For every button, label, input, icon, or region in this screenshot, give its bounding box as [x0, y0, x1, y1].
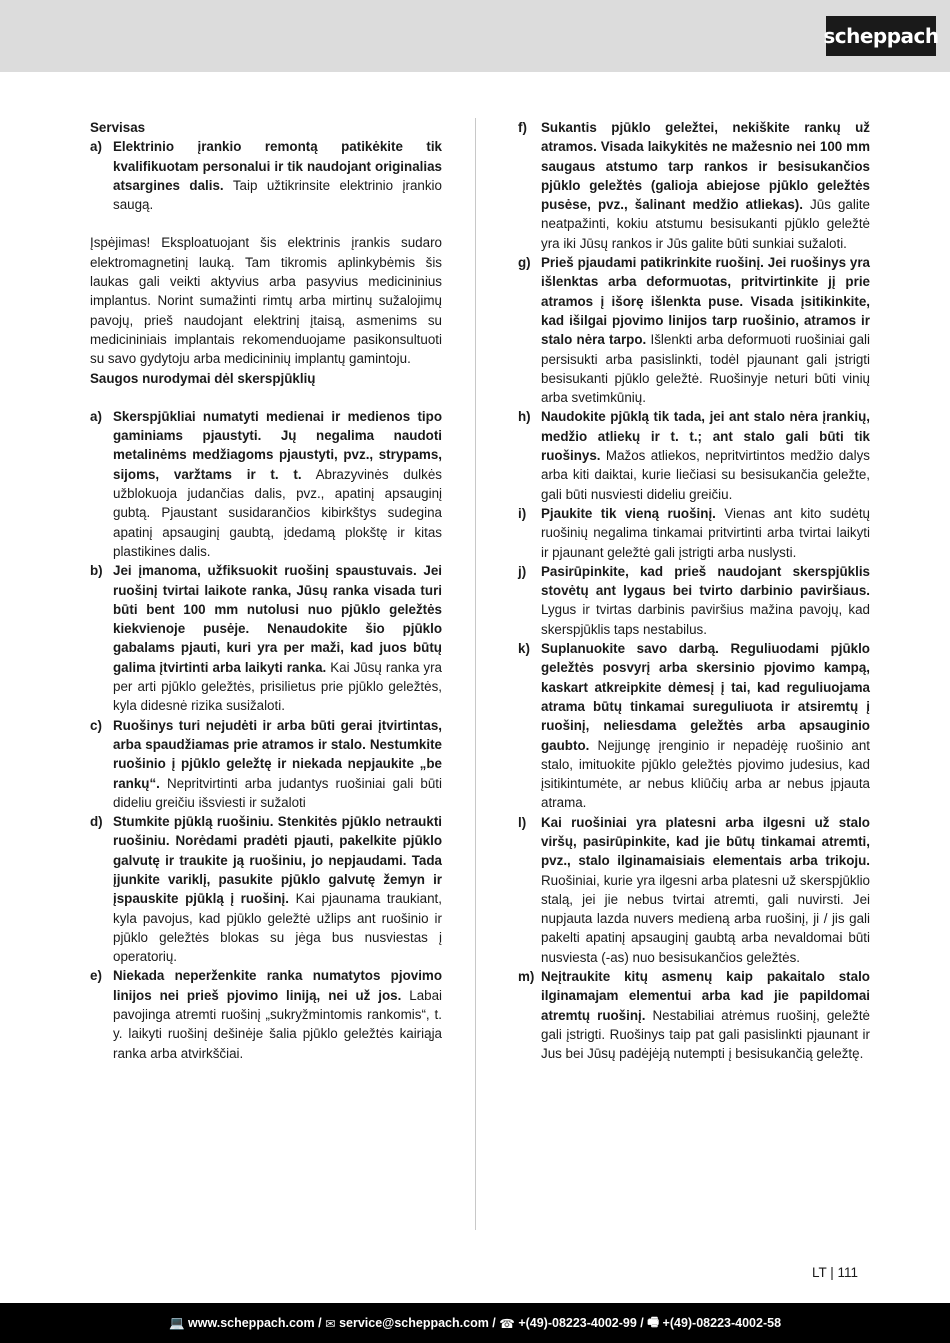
item-text [541, 504, 870, 562]
item-label: d) [90, 814, 103, 830]
footer-web-link[interactable]: www.scheppach.com [188, 1316, 315, 1330]
item-label: h) [518, 409, 531, 425]
page-number: LT | 111 [811, 1265, 858, 1280]
list-item [518, 504, 870, 562]
item-label: m) [518, 969, 535, 985]
item-label: j) [518, 563, 527, 579]
warning-paragraph: Įspėjimas! Eksploatuojant šis elektrinis įrankis sudaro elektromagnetinį lauką. Tam tikromis aplinkybėmis šis laukas gali veikti aktyvius arba pasyvius medicininius implantus. Norint sumažinti rimtų arba mirtinų sužalojimų pavojų, prieš naudojant elektrinį įtaisą, asmenims su medicininiais implantais rekomenduojame pasikonsultuoti su savo gydytoju arba medicininių implantų gamintoju. [90, 235, 442, 367]
item-text [541, 813, 870, 967]
scheppach-logo: scheppach [826, 16, 936, 56]
item-body: Ruošiniai, kurie yra ilgesni arba platesni už skerspjūklio stalą, jei jie nebus tvirtai atremti, gali nuvirsti. Jei nupjauta lazda nuvers medieną arba ruošinį, ji / jis gali pakelti apatinį apsauginį gaubtą arba nevaldomai būti nusviesta (-as) nuo besisukančios geležtės. [541, 872, 870, 965]
item-body: Jūs galite neatpažinti, kokiu atstumu besisukanti pjūklo geležtė yra iki Jūsų rankos ir Jūs galite būti sunkiai sužaloti. [541, 197, 870, 251]
item-text [541, 562, 870, 639]
footer-separator: / [636, 1316, 648, 1330]
list-item [518, 118, 870, 253]
list-item [90, 561, 442, 715]
item-bold: Suplanuokite savo darbą. Reguliuodami pjūklo geležtės posvyrį arba skersinio pjovimo kampą, kaskart atkreipkite dėmesį į tai, kad reguliuojama atrama būtų tinkamai sureguliuota ir atsiremtų į ruošinį, neliesdama geležtės arba apsauginio gaubto. [541, 641, 870, 753]
safety-heading: Saugos nurodymai dėl skerspjūklių [90, 370, 316, 386]
item-bold: Sukantis pjūklo geležtei, nekiškite rankų už atramos. Visada laikykitės ne mažesnio nei 100 mm saugaus atstumo tarp rankos ir besisukančios pjūklo geležtės (galioja abiejose pjūklo geležtės pusėse, pvz., šalinant medžio atliekas). [541, 120, 870, 213]
item-body: Abrazyvinės dulkės užblokuoja judančias dalis, pvz., apatinį apsauginį gubtą. Pjaustant susidarančios kibirkštys sudegina apatinį apsauginį gaubtą, įdedamą plokštę ir kitas plastikines dalis. [113, 466, 442, 559]
item-bold: Elektrinio įrankio remontą patikėkite tik kvalifikuotam personalui ir tik naudojant originalias atsargines dalis. [113, 139, 442, 193]
list-item [518, 813, 870, 967]
item-text [113, 966, 442, 1062]
item-text [113, 137, 442, 214]
item-body: Išlenkti arba deformuoti ruošiniai gali persisukti arba pasislinkti, todėl pjaunant gali įstrigti besisukanti pjūklo geležtė. Ruošinyje neturi būti vinių arba svetimkūnių. [541, 332, 870, 406]
item-body: Mažos atliekos, nepritvirtintos medžio dalys arba kiti daiktai, kurie liečiasi su besisukančia geležte, gali būti nusviesti dideliu greičiu. [541, 448, 870, 502]
mail-icon: ✉ [325, 1316, 336, 1331]
item-bold: Niekada neperženkite ranka numatytos pjovimo linijos nei prieš pjovimo liniją, nei už jos. [113, 968, 442, 1003]
item-body: Vienas ant kito sudėtų ruošinių negalima tinkamai pritvirtinti arba tvirtai laikyti ir pjaunant geležtė gali įstrigti arba nuslysti. [541, 505, 870, 560]
list-item [90, 716, 442, 812]
list-item [518, 253, 870, 407]
footer-fax: +(49)-08223-4002-58 [662, 1316, 782, 1330]
footer-separator: / [314, 1316, 326, 1330]
item-label: l) [518, 814, 527, 830]
item-text [541, 407, 870, 503]
list-item [518, 407, 870, 503]
servisas-item [90, 137, 442, 214]
item-label: g) [518, 255, 531, 271]
item-bold: Naudokite pjūklą tik tada, jei ant stalo nėra įrankių, medžio atliekų ir t. t.; ant stalo gali būti tik ruošinys. [541, 409, 870, 464]
item-text [113, 561, 442, 715]
list-item [90, 407, 442, 561]
list-item [90, 812, 442, 966]
column-divider [475, 118, 476, 1230]
item-body: Lygus ir tvirtas darbinis paviršius mažina pavojų, kad skerspjūklis taps nestabilus. [541, 602, 870, 637]
list-item [518, 639, 870, 813]
phone-icon: ☎ [499, 1316, 515, 1331]
item-text [113, 716, 442, 812]
item-text [113, 407, 442, 561]
footer-separator: / [488, 1316, 500, 1330]
item-bold: Skerspjūkliai numatyti medienai ir medienos tipo gaminiams pjaustyti. Jų negalima naudoti metalinėms medžiagoms pjaustyti, pvz., strypams, sijoms, varžtams ir t. t. [113, 408, 442, 482]
item-label: c) [90, 717, 102, 733]
list-item [518, 562, 870, 639]
item-bold: Pjaukite tik vieną ruošinį. [541, 505, 716, 521]
servisas-heading: Servisas [90, 120, 146, 135]
item-bold: Prieš pjaudami patikrinkite ruošinį. Jei ruošinys yra išlenktas arba deformuotas, pritvirtinkite jį prie atramos į išorę išlenkta puse. Visada įsitikinkite, kad išilgai pjovimo linijos tarp ruošinio, atramos ir stalo nėra tarpo. [541, 255, 870, 348]
footer-email-link[interactable]: service@scheppach.com [339, 1316, 489, 1330]
item-label: a) [90, 408, 102, 424]
item-body: Labai pavojinga atremti ruošinį „sukryžmintomis rankomis“, t. y. laikyti ruošinį dešinėje šalia pjūklo geležtės kairiąja ranka arba atvirkščiai. [113, 987, 443, 1061]
header-band [0, 0, 950, 72]
right-items-list [518, 118, 870, 1064]
item-text [541, 253, 870, 407]
item-bold: Jei įmanoma, užfiksuokit ruošinį spaustuvais. Jei ruošinį tvirtai laikote ranka, Jūsų ranka visada turi būti bent 100 mm nutolusi nuo pjūklo geležtės kiekvienoje pusėje. Nenaudokite šio pjūklo gabalams pjauti, kuri yra per maži, kad juos būtų galima įtvirtinti arba laikyti ranka. [113, 563, 442, 675]
left-column [90, 118, 442, 1063]
item-bold: Kai ruošiniai yra platesni arba ilgesni už stalo viršų, pasirūpinkite, kad jie būtų tinkamai atremti, pvz., stalo ilginamaisiais elementais arba trikoju. [541, 814, 870, 869]
item-body: Kai Jūsų ranka yra per arti pjūklo geležtės, prisilietus prie pjūklo geležtės, kyla didesnė rizika susižaloti. [113, 659, 442, 714]
list-item [518, 967, 870, 1063]
item-text [541, 639, 870, 813]
item-label: k) [518, 641, 530, 657]
list-item [90, 966, 442, 1062]
item-body: Neįjungę įrenginio ir nepadėję ruošinio ant stalo, imituokite pjūklo geležtės pjovimo judesius, kad įsitikintumėte, ar nebus kliūčių arba ar nebus įpjauta atrama. [541, 737, 870, 811]
item-label: b) [90, 563, 103, 579]
item-body: Kai pjaunama traukiant, kyla pavojus, kad pjūklo geležtė užlips ant ruošinio ir pjūklo geležtės blokas su jėga bus nusviestas į operatorių. [113, 891, 442, 965]
fax-icon: 🖷 [647, 1314, 660, 1329]
item-body: Taip užtikrinsite elektrinio įrankio saugą. [113, 177, 442, 213]
left-items-list [90, 407, 442, 1063]
item-bold: Ruošinys turi nejudėti ir arba būti gerai įtvirtintas, arba spaudžiamas prie atramos ir stalo. Nestumkite ruošinio į pjūklo geležtę ir niekada nepjaukite „be rankų“. [113, 717, 442, 791]
right-column [518, 118, 870, 1064]
item-body: Nestabiliai atrėmus ruošinį, geležtė gali įstrigti. Ruošinys taip pat gali pasislinkti pjaunant ir Jus bei Jūsų padėjėją nutempti į besisukančią geležtę. [541, 1007, 870, 1062]
item-label: f) [518, 120, 527, 135]
item-bold: Neįtraukite kitų asmenų kaip pakaitalo stalo ilginamajam elementui arba kad jie papildomai atremtų ruošinį. [541, 969, 870, 1023]
footer-phone: +(49)-08223-4002-99 [518, 1316, 637, 1330]
item-text [541, 967, 870, 1063]
item-bold: Pasirūpinkite, kad prieš naudojant skerspjūklis stovėtų ant lygaus bei tvirto darbinio paviršiaus. [541, 563, 870, 599]
item-label: e) [90, 968, 102, 984]
footer-band [0, 1303, 950, 1343]
item-text [541, 118, 870, 253]
item-label: i) [518, 505, 527, 521]
item-text [113, 812, 442, 966]
item-label: a) [90, 139, 102, 155]
computer-icon: 💻 [168, 1315, 185, 1330]
item-body: Nepritvirtinti arba judantys ruošiniai gali būti dideliu greičiu išsviesti ir sužaloti [113, 775, 442, 810]
item-bold: Stumkite pjūklą ruošiniu. Stenkitės pjūklo netraukti ruošiniu. Norėdami pradėti pjauti, pakelkite pjūklo galvutę ir traukite ją ruošiniu, jo nepjaudami. Tada įjunkite variklį, pasukite pjūklo galvutę žemyn ir įspauskite pjūklą į ruošinį. [113, 814, 442, 907]
